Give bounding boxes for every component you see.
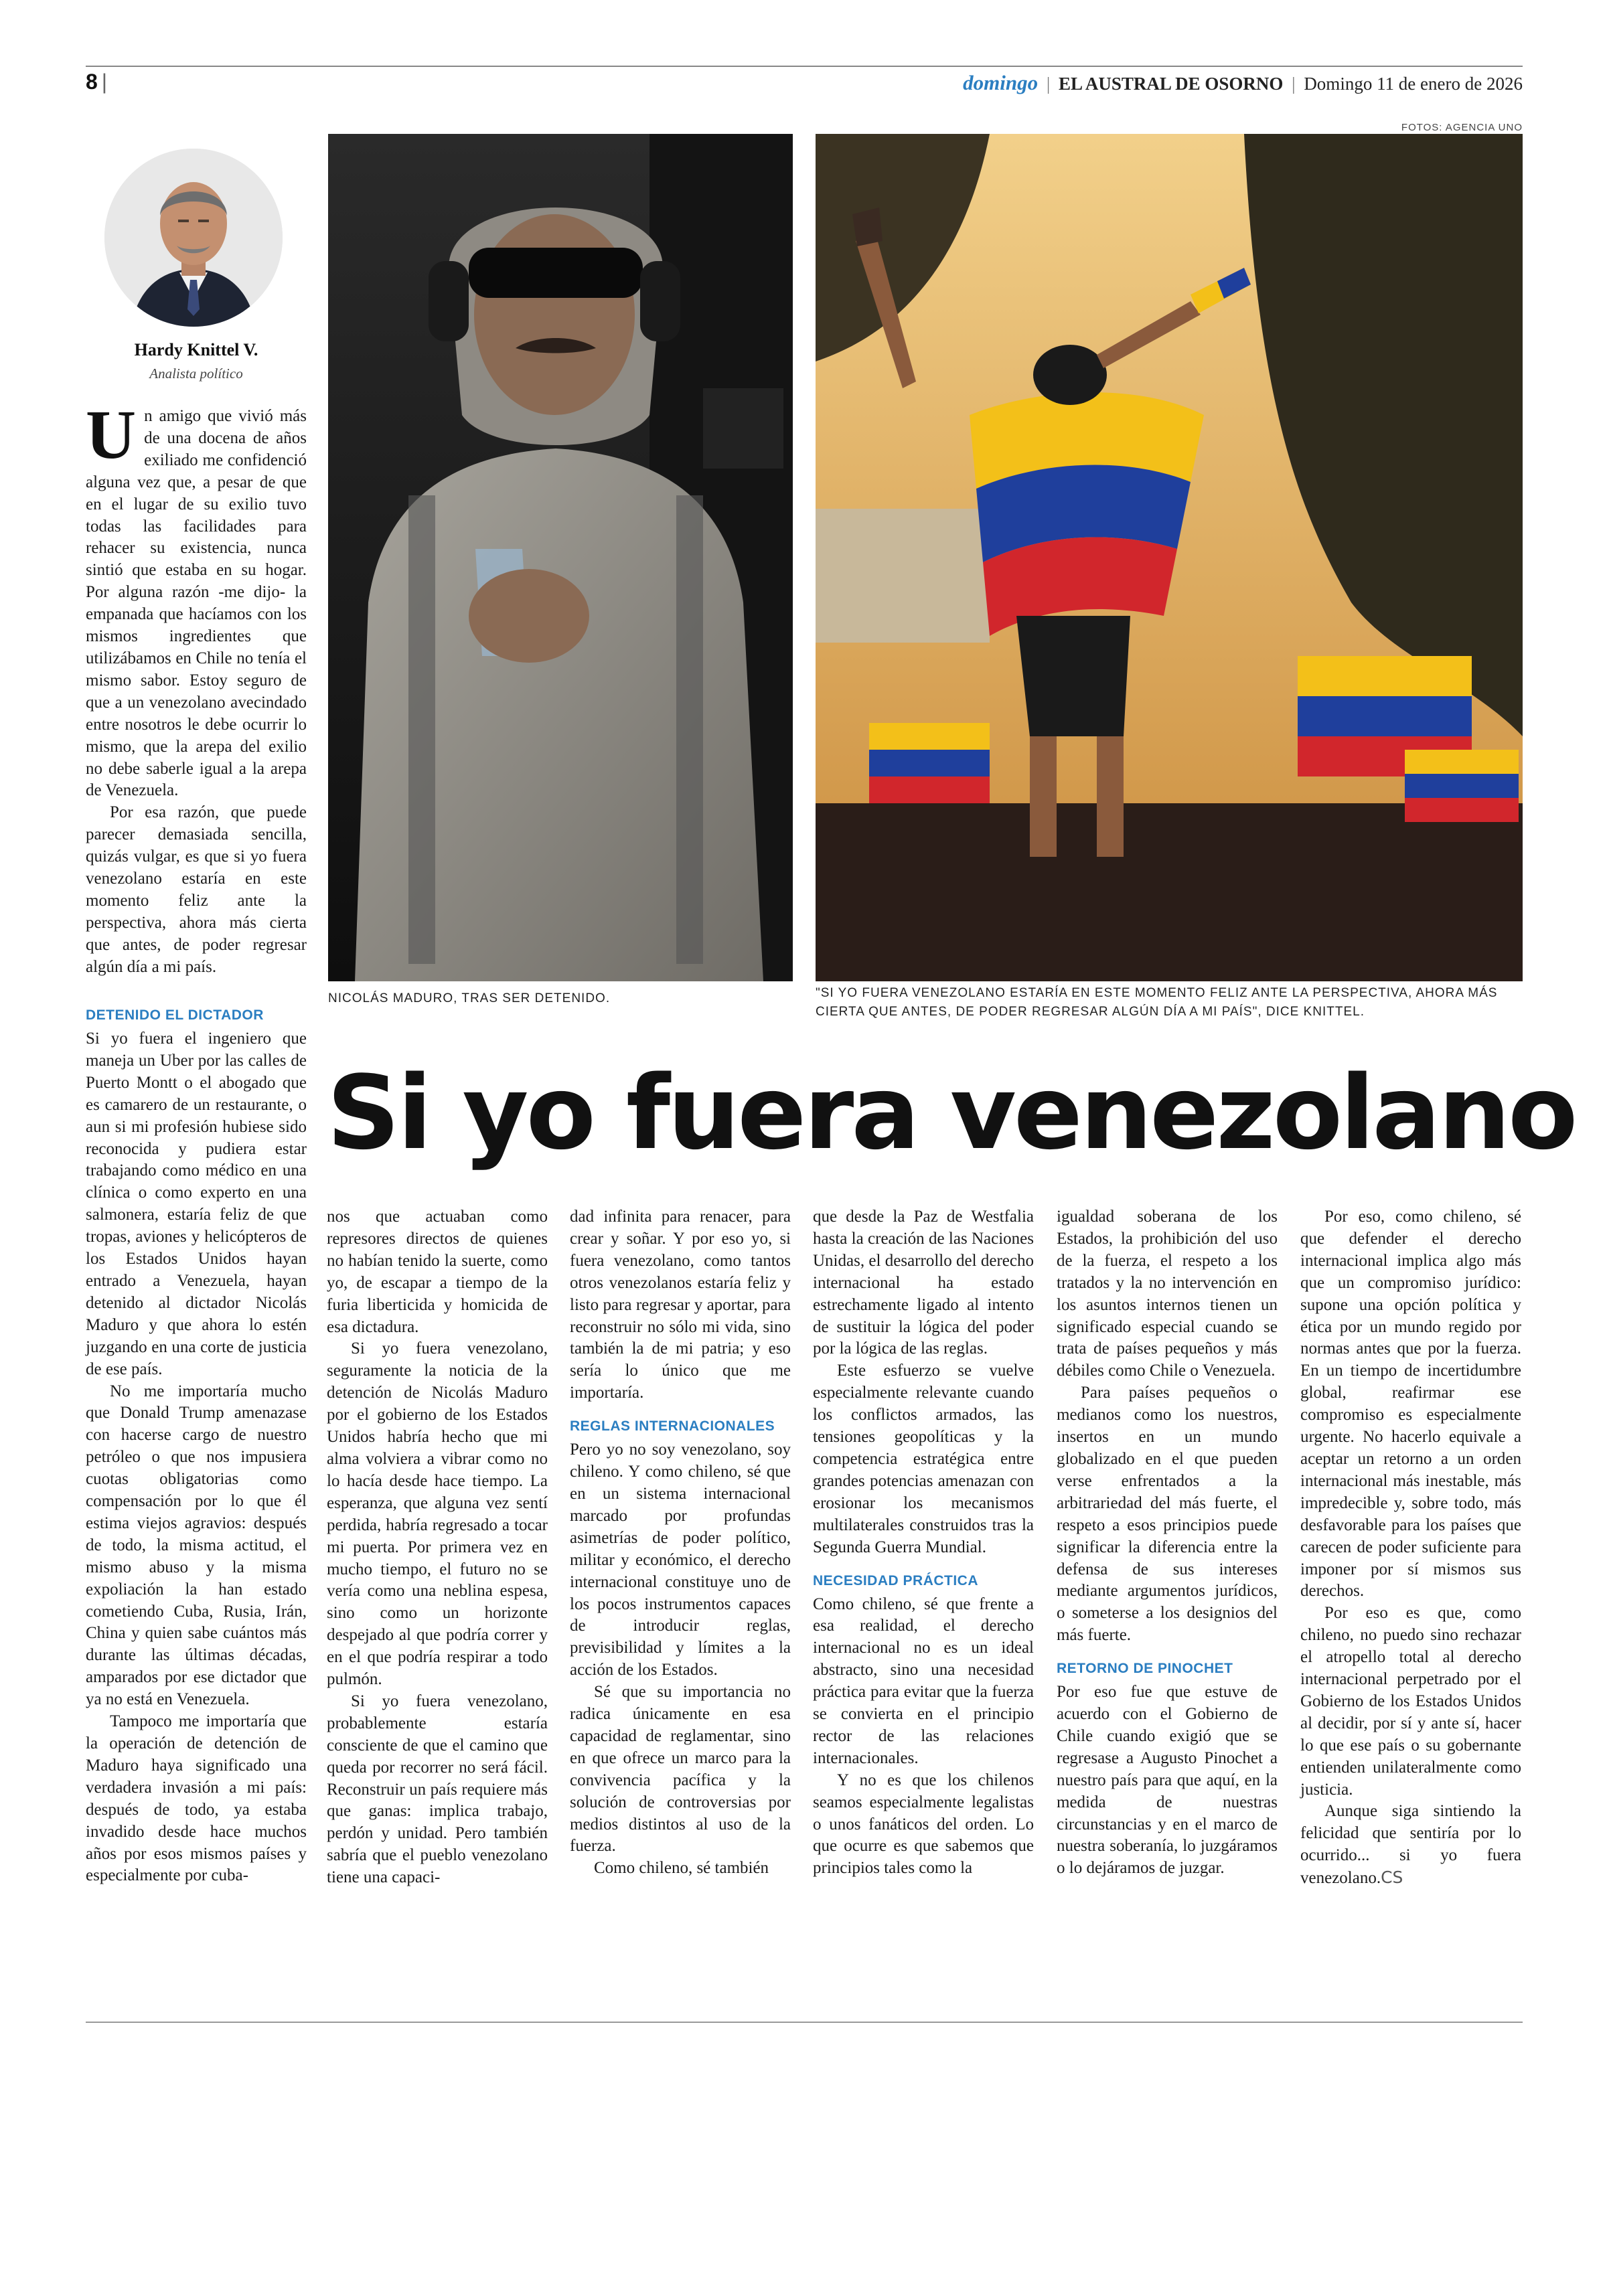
paragraph: Como chileno, sé también [594, 1859, 769, 1878]
subhead-necesidad: NECESIDAD PRÁCTICA [813, 1572, 979, 1588]
paragraph-final [1300, 1801, 1521, 1890]
masthead-separator: | [1292, 74, 1296, 94]
maduro-photo-caption: NICOLÁS MADURO, TRAS SER DETENIDO. [328, 991, 611, 1005]
subhead-detenido: DETENIDO EL DICTADOR [86, 1007, 264, 1023]
paragraph: Y no es que los chilenos seamos especialmente legalistas o unos fanáticos del orden. Lo que ocurre es que sabemos que principios tales como la [813, 1771, 1034, 1878]
crowd-photo-caption: "SI YO FUERA VENEZOLANO ESTARÍA EN ESTE MOMENTO FELIZ ANTE LA PERSPECTIVA, AHORA MÁS CIERTA QUE ANTES, DE PODER REGRESAR ALGÚN DÍA A MI PAÍS", DICE KNITTEL. [816, 986, 1498, 1019]
paragraph: No me importaría mucho que Donald Trump amenazase con hacerse cargo de nuestro petróleo o que nos impusiera cuotas obligatorias como compensación por lo que él estima viejos agravios: después de todo, la misma actitud, el mismo abuso y la misma expoliación la han estado cometiendo Cuba, Rusia, Irán, China y quien sabe cuántos más durante las últimas décadas, amparados por ese dictador que ya no está en Venezuela. [86, 1382, 307, 1709]
paragraph: Por esa razón, que puede parecer demasiada sencilla, quizás vulgar, es que si yo fuera venezolano estaría en este momento feliz ante la perspectiva, ahora más cierta que antes, de poder regresar algún día a mi país. [86, 803, 307, 976]
subhead-reglas: REGLAS INTERNACIONALES [570, 1418, 775, 1434]
maduro-image [328, 134, 793, 981]
paragraph: Si yo fuera venezolano, probablemente estaría consciente de que el camino que queda por recorrer no será fácil. Reconstruir un país requiere más que ganas: implica trabajo, perdón y unidad. Pero también sabría que el pueblo venezolano tiene una capaci- [327, 1692, 548, 1887]
crowd-photo [816, 134, 1523, 981]
paragraph: Si yo fuera venezolano, seguramente la noticia de la detención de Nicolás Maduro por el gobierno de los Estados Unidos habría hecho que mi alma volviera a vibrar como no lo hacía desde hace tiempo. La esperanza, que alguna vez sentí perdida, habría regresado a tocar mi puerta. Por primera vez en mucho tiempo, el futuro no se vería como una neblina espesa, sino como un horizonte despejado al que podría correr y en el que podría respirar a todo pulmón. [327, 1339, 548, 1689]
author-avatar [104, 149, 283, 327]
column-4 [813, 1206, 1034, 1880]
subhead-pinochet: RETORNO DE PINOCHET [1057, 1661, 1233, 1677]
dropcap: U [86, 396, 137, 473]
author-name: Hardy Knittel V. [134, 340, 258, 359]
column-6 [1300, 1206, 1521, 1890]
maduro-photo [328, 134, 793, 981]
crowd-flags-image [816, 134, 1523, 981]
paragraph: Por eso, como chileno, sé que defender el derecho internacional implica algo más que un compromiso jurídico: supone una opción política y ética por un mundo regido por normas antes que por la fuerza. En un tiempo de incertidumbre global, reafirmar ese compromiso es especialmente urgente. No hacerlo equivale a aceptar un retorno a un orden internacional más inestable, más impredecible y, sobre todo, más desfavorable para los países que carecen de poder suficiente para imponer por sí mismos sus derechos. [1300, 1208, 1521, 1601]
paragraph: Sé que su importancia no radica únicamente en esa capacidad de reglamentar, sino en que ofrece un marco para la convivencia pacífica y la solución de controversias por medios distintos al uso de la fuerza. [570, 1683, 791, 1856]
paragraph: Pero yo no soy venezolano, soy chileno. Y como chileno, sé que en un sistema internacional marcado por profundas asimetrías de poder político, militar y económico, el derecho internacional constituye uno de los pocos instrumentos capaces de introducir reglas, previsibilidad y límites a la acción de los Estados. [570, 1441, 791, 1679]
paragraph: n amigo que vivió más de una docena de años exiliado me confidenció alguna vez que, a pesar de que en el lugar de su exilio tuvo todas las facilidades para rehacer su existencia, nunca sintió que estaba en su hogar. Por alguna razón -me dijo- la empanada que hacíamos con los mismos ingredientes que utilizábamos en Chile no tenía el mismo sabor. Estoy seguro de que a un venezolano avecindado entre nosotros le debe ocurrir lo mismo, que la arepa del exilio no debe saberle igual a la arepa de Venezuela. [86, 407, 307, 800]
paragraph: Como chileno, sé que frente a esa realidad, el derecho internacional no es un ideal abstracto, sino una necesidad práctica para evitar que la fuerza se convierta en el principio rector de las relaciones internacionales. [813, 1594, 1034, 1767]
final-text: Aunque siga sintiendo la felicidad que sentiría por lo ocurrido... si yo fuera venezolano. [1300, 1802, 1521, 1888]
paragraph: Tampoco me importaría que la operación de detención de Maduro haya significado una verdadera invasión a mi país: después de todo, ya estaba invadido desde hace muchos años por esos mismos países y especialmente por cuba- [86, 1712, 307, 1885]
column-1-bottom [86, 1007, 307, 1887]
column-3 [570, 1206, 791, 1880]
author-role: Analista político [149, 365, 243, 382]
end-mark: CS [1381, 1868, 1403, 1888]
author-portrait-image [104, 149, 283, 327]
footer-rule [86, 2022, 1523, 2023]
paragraph: nos que actuaban como represores directos de quienes no habían tenido la suerte, como yo, de escapar a tiempo de la furia liberticida y homicida de esa dictadura. [327, 1208, 548, 1336]
flag-3 [1405, 750, 1519, 822]
issue-date: Domingo 11 de enero de 2026 [1304, 74, 1523, 94]
paragraph: Este esfuerzo se vuelve especialmente relevante cuando los conflictos armados, las tensiones geopolíticas y la competencia estratégica entre grandes potencias amenazan con erosionar los mecanismos multilaterales construidos tras la Segunda Guerra Mundial. [813, 1362, 1034, 1556]
column-5 [1057, 1206, 1278, 1880]
paragraph: dad infinita para renacer, para crear y soñar. Y por eso yo, si fuera venezolano, como tantos otros venezolanos estaría feliz y listo para regresar y aportar, para reconstruir no sólo mi vida, sino también la de mi patria; y eso sería lo único que me importaría. [570, 1208, 791, 1402]
newspaper-name: EL AUSTRAL DE OSORNO [1059, 74, 1284, 94]
photo-credit: FOTOS: AGENCIA UNO [1401, 122, 1523, 133]
paragraph: igualdad soberana de los Estados, la prohibición del uso de la fuerza, el respeto a los tratados y la no intervención en los asuntos internos tienen un significado especial cuando se trata de países pequeños y más débiles como Chile o Venezuela. [1057, 1208, 1278, 1380]
article-headline: Si yo fuera venezolano [327, 1054, 1576, 1172]
paragraph: Por eso fue que estuve de acuerdo con el Gobierno de Chile cuando exigió que se regresase a Augusto Pinochet a nuestro país para que aquí, en la medida de nuestras circunstancias y en el marco de nuestra soberanía, lo juzgáramos o lo dejáramos de juzgar. [1057, 1683, 1278, 1878]
masthead [963, 71, 1523, 95]
section-name: domingo [963, 71, 1039, 94]
paragraph: Para países pequeños o medianos como los nuestros, insertos en un mundo globalizado en el que pueden verse enfrentados a la arbitrariedad del más fuerte, el respeto a esos principios puede significar la diferencia entre la defensa de sus intereses mediante argumentos jurídicos, o someterse a los designios del más fuerte. [1057, 1384, 1278, 1645]
page-number-value: 8 [86, 70, 98, 94]
paragraph: Si yo fuera el ingeniero que maneja un Uber por las calles de Puerto Montt o el abogado que es camarero de un restaurante, o aun si mi profesión hubiese sido reconocida y pudiera estar trabajando como médico en una clínica o como experto en una salmonera, estaría feliz de que tropas, aviones y helicópteros de los Estados Unidos hayan entrado a Venezuela, hayan detenido al dictador Nicolás Maduro y que ahora lo estén juzgando en una corte de justicia de ese país. [86, 1030, 307, 1378]
header-rule [86, 66, 1523, 67]
paragraph: Por eso es que, como chileno, no puedo sino rechazar el atropello total al derecho internacional perpetrado por el Gobierno de los Estados Unidos al decidir, por sí y ante sí, hacer lo que ese país o su gobernante entienden unilateralmente como justicia. [1300, 1604, 1521, 1799]
flag-1 [869, 723, 990, 803]
column-1-top [86, 396, 307, 979]
masthead-separator: | [1046, 74, 1051, 94]
page-number [86, 70, 107, 94]
page-number-bar: | [101, 70, 108, 94]
column-2 [327, 1206, 548, 1889]
paragraph: que desde la Paz de Westfalia hasta la creación de las Naciones Unidas, el desarrollo del derecho internacional ha estado estrechamente ligado al intento de sustituir la lógica del poder por la lógica de las reglas. [813, 1208, 1034, 1358]
